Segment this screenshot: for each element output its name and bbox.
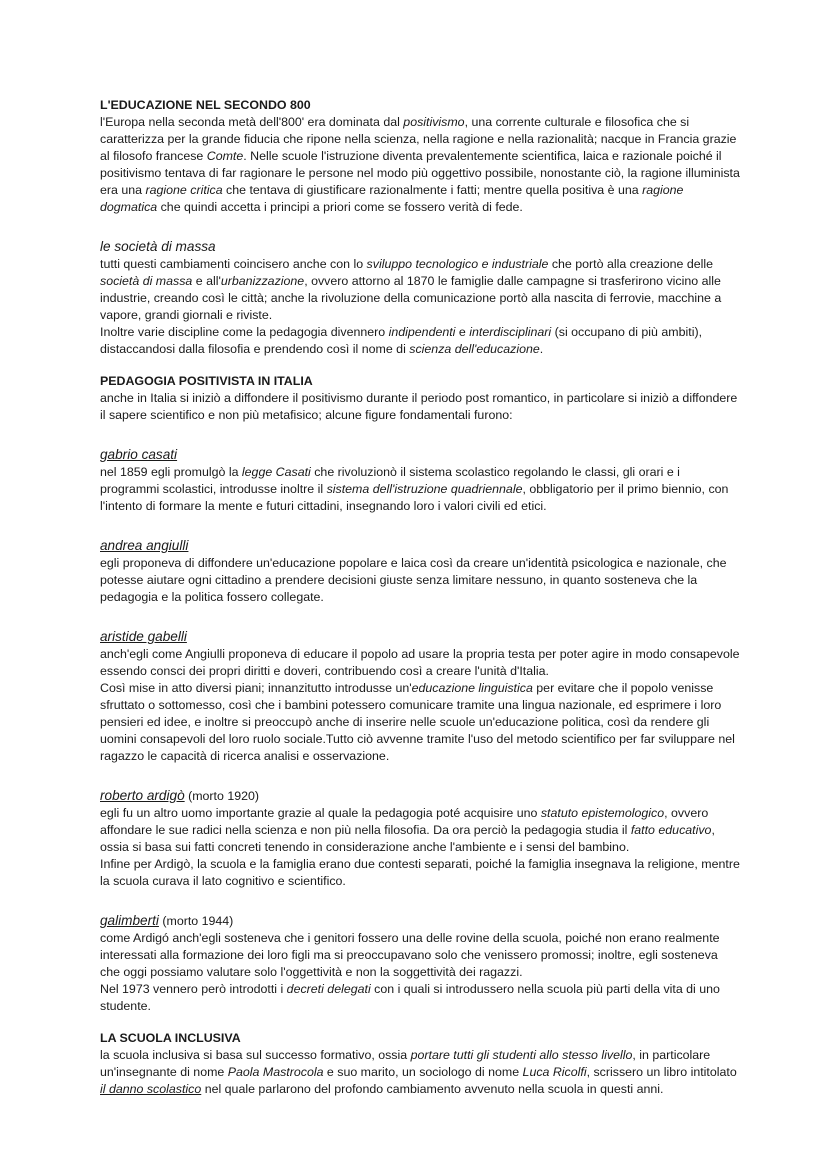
person-name-angiulli: andrea angiulli [100,538,189,553]
person-note-ardigo: (morto 1920) [184,789,260,803]
paragraph-ardigo-1: egli fu un altro uomo importante grazie al quale la pedagogia poté acquisire uno statuto epistemologico, ovvero affondare le sue radici nella scienza e non più nella filosofia. Da ora perciò la pedagogia studia il fatto educativo, ossia si basa sui fatti concreti tenendo in considerazione anche l'ambiente e i sensi del bambino. [100,806,715,854]
subsection-title-societa-di-massa: le società di massa [100,239,216,254]
paragraph-angiulli: egli proponeva di diffondere un'educazione popolare e laica così da creare un'identità psicologica e nazionale, che potesse aiutare ogni cittadino a prendere decisioni giuste senza limitare nessuno, in quanto sosteneva che la pedagogia e la politica fossero collegate. [100,556,727,604]
paragraph-discipline: Inoltre varie discipline come la pedagogia divennero indipendenti e interdisciplinari (si occupano di più ambiti), distaccandosi dalla filosofia e prendendo così il nome di scienza dell'educazione. [100,325,703,356]
person-name-ardigo: roberto ardigò [100,788,185,803]
person-name-gabelli: aristide gabelli [100,629,187,644]
paragraph-societa-di-massa: tutti questi cambiamenti coincisero anche con lo sviluppo tecnologico e industriale che portò alla creazione delle società di massa e all'urbanizzazione, ovvero attorno al 1870 le famiglie dalle campagne si trasferirono vicino alle industrie, creando così le città; anche la rivoluzione della comunicazione portò alla nascita di ferrovie, macchine a vapore, grandi giornali e riviste. [100,257,722,322]
paragraph-gabelli-2: Così mise in atto diversi piani; innanzitutto introdusse un'educazione linguistica per evitare che il popolo venisse sfruttato o sottomesso, così che i bambini potessero comunicare tramite una lingua nazionale, ed esprimere i loro pensieri ed idee, e inoltre si preoccupò anche di inserire nelle scuole un'educazione politica, così da rendere gli uomini consapevoli del loro ruolo sociale.Tutto ciò avvenne tramite l'uso del metodo scientifico per far sviluppare nel ragazzo le capacità di ricerca analisi e osservazione. [100,681,735,763]
paragraph-scuola-inclusiva: la scuola inclusiva si basa sul successo formativo, ossia portare tutti gli studenti allo stesso livello, in particolare un'insegnante di nome Paola Mastrocola e suo marito, un sociologo di nome Luca Ricolfi, scrissero un libro intitolato il danno scolastico nel quale parlarono del profondo cambiamento avvenuto nella scuola in questi anni. [100,1048,737,1096]
book-title-danno-scolastico: il danno scolastico [100,1082,202,1096]
section-title-pedagogia-positivista: PEDAGOGIA POSITIVISTA IN ITALIA [100,374,313,388]
paragraph-ardigo-2: Infine per Ardigò, la scuola e la famiglia erano due contesti separati, poiché la famiglia insegnava la religione, mentre la scuola curava il lato cognitivo e scientifico. [100,857,740,888]
person-name-galimberti: galimberti [100,913,159,928]
person-note-galimberti: (morto 1944) [158,914,234,928]
paragraph-gabelli-1: anch'egli come Angiulli proponeva di educare il popolo ad usare la propria testa per poter agire in modo consapevole essendo consci dei propri diritti e doveri, contribuendo così a creare l'unità d'Italia. [100,647,740,678]
paragraph-positivismo-italia: anche in Italia si iniziò a diffondere il positivismo durante il periodo post romantico, in particolare si iniziò a diffondere il sapere scientifico e non più metafisico; alcune figure fondamentali furono: [100,391,738,422]
person-name-casati: gabrio casati [100,447,178,462]
section-title-educazione: L'EDUCAZIONE NEL SECONDO 800 [100,98,311,112]
document-body [100,97,740,1098]
paragraph-galimberti-1: come Ardigó anch'egli sosteneva che i genitori fossero una delle rovine della scuola, poiché non erano realmente interessati alla formazione dei loro figli ma si preoccupavano solo che venissero promossi; inoltre, egli sosteneva che oggi possiamo valutare solo l'oggettività e non la soggettività dei ragazzi. [100,931,720,979]
section-title-scuola-inclusiva: LA SCUOLA INCLUSIVA [100,1031,241,1045]
paragraph-casati: nel 1859 egli promulgò la legge Casati che rivoluzionò il sistema scolastico regolando le classi, gli orari e i programmi scolastici, introdusse inoltre il sistema dell'istruzione quadriennale, obbligatorio per il primo biennio, con l'intento di formare la mente e futuri cittadini, insegnando loro i valori civili ed etici. [100,465,729,513]
paragraph-galimberti-2: Nel 1973 vennero però introdotti i decreti delegati con i quali si introdussero nella scuola più parti della vita di uno studente. [100,982,720,1013]
paragraph-positivismo: l'Europa nella seconda metà dell'800' era dominata dal positivismo, una corrente culturale e filosofica che si caratterizza per la grande fiducia che ripone nella scienza, nella ragione e nella razionalità; nacque in Francia grazie al filosofo francese Comte. Nelle scuole l'istruzione diventa prevalentemente scientifica, laica e razionale poiché il positivismo tentava di far ragionare le persone nel modo più oggettivo possibile, nonostante ciò, la ragione illuminista era una ragione critica che tentava di giustificare razionalmente i fatti; mentre quella positiva è una ragione dogmatica che quindi accetta i principi a priori come se fossero verità di fede. [100,115,740,214]
